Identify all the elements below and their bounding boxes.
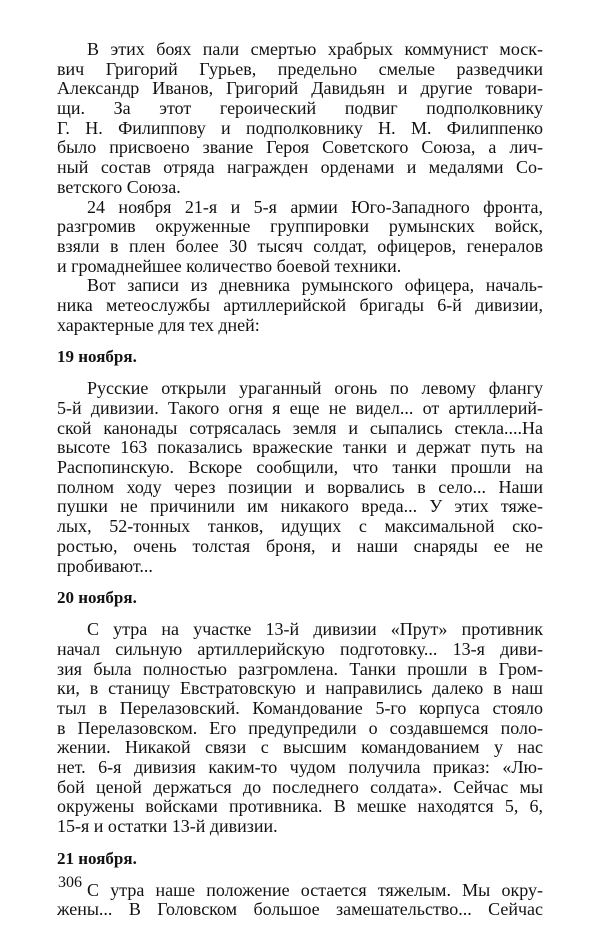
- text-line: 15-я и остатки 13-й дивизии.: [57, 816, 278, 837]
- text-line: Русские открыли ураганный огонь по левому флангу: [87, 378, 543, 399]
- text-line: лых, 52-тонных танков, идущих с максимальной ско-: [57, 516, 543, 537]
- diary-date-heading: 20 ноября.: [57, 588, 137, 608]
- text-line: ростью, очень толстая броня, и наши снаряды ее не: [57, 535, 543, 556]
- text-line: 24 ноября 21-я и 5-я армии Юго-Западного фронта,: [87, 196, 543, 217]
- text-line: взяли в плен более 30 тысяч солдат, офицеров, генералов: [57, 235, 543, 256]
- text-line: щи. За этот героический подвиг подполковнику: [57, 98, 543, 119]
- text-line: зия была полностью разгромлена. Танки прошли в Гром-: [57, 658, 543, 679]
- diary-entry: [57, 379, 543, 576]
- text-line: ветского Союза.: [57, 176, 181, 197]
- text-line: пушки не причинили им никакого вреда... У этих тяже-: [57, 496, 543, 517]
- text-line: 5-й дивизии. Такого огня я еще не видел... от артиллерий-: [57, 398, 543, 418]
- text-line: Распопинскую. Вскоре сообщили, что танки прошли на: [57, 457, 543, 478]
- text-line: Вот записи из дневника румынского офицера, началь-: [87, 275, 543, 296]
- text-line: начал сильную артиллерийскую подготовку... 13-я диви-: [57, 638, 543, 659]
- text-line: В этих боях пали смертью храбрых коммунист моск-: [87, 39, 543, 59]
- text-line: нет. 6-я дивизия каким-то чудом получила приказ: «Лю-: [57, 757, 543, 777]
- text-line: жении. Никакой связи с высшим командованием у нас: [57, 737, 543, 758]
- diary-entry: [57, 881, 543, 920]
- text-line: Александр Иванов, Григорий Давидьян и другие товари-: [57, 78, 543, 99]
- text-line: пробивают...: [57, 555, 153, 576]
- diary-entry: [57, 620, 543, 837]
- page-number: 306: [58, 874, 82, 891]
- page-body: [57, 40, 543, 920]
- paragraph-november-24: [57, 198, 543, 277]
- paragraph-diary-intro: [57, 276, 543, 335]
- text-line: бой ценой держаться до последнего солдата». Сейчас мы: [57, 776, 543, 797]
- text-line: высоте 163 показались вражеские танки и держат путь на: [57, 437, 543, 458]
- text-line: разгромив окруженные группировки румынских войск,: [57, 216, 543, 237]
- text-line: С утра на участке 13-й дивизии «Прут» противник: [87, 619, 543, 640]
- text-line: и громаднейшее количество боевой техники.: [57, 255, 402, 276]
- text-line: ской канонады сотрясалась земля и сыпались стекла....На: [57, 417, 543, 438]
- diary-date-heading: 21 ноября.: [57, 848, 137, 868]
- diary-date-heading: 19 ноября.: [57, 347, 137, 367]
- text-line: ника метеослужбы артиллерийской бригады 6-й дивизии,: [57, 294, 543, 315]
- text-line: Г. Н. Филиппову и подполковнику Н. М. Филиппенко: [57, 117, 543, 138]
- text-line: жены... В Головском большое замешательство... Сейчас: [57, 899, 543, 920]
- text-line: тыл в Перелазовский. Командование 5-го корпуса стояло: [57, 697, 543, 718]
- text-line: характерные для тех дней:: [57, 314, 260, 335]
- text-line: С утра наше положение остается тяжелым. Мы окру-: [87, 879, 543, 900]
- text-line: вич Григорий Гурьев, предельно смелые разведчики: [57, 58, 543, 79]
- text-line: в Перелазовском. Его предупредили о создавшемся поло-: [57, 717, 543, 738]
- text-line: ный состав отряда награжден орденами и медалями Со-: [57, 157, 543, 178]
- text-line: ки, в станицу Евстратовскую и направились далеко в наш: [57, 678, 543, 699]
- text-line: полном ходу через позиции и ворвались в село... Наши: [57, 476, 543, 497]
- text-line: окружены войсками противника. В мешке находятся 5, 6,: [57, 796, 543, 817]
- paragraph-heroes: [57, 40, 543, 198]
- text-line: было присвоено звание Героя Советского Союза, а лич-: [57, 137, 543, 158]
